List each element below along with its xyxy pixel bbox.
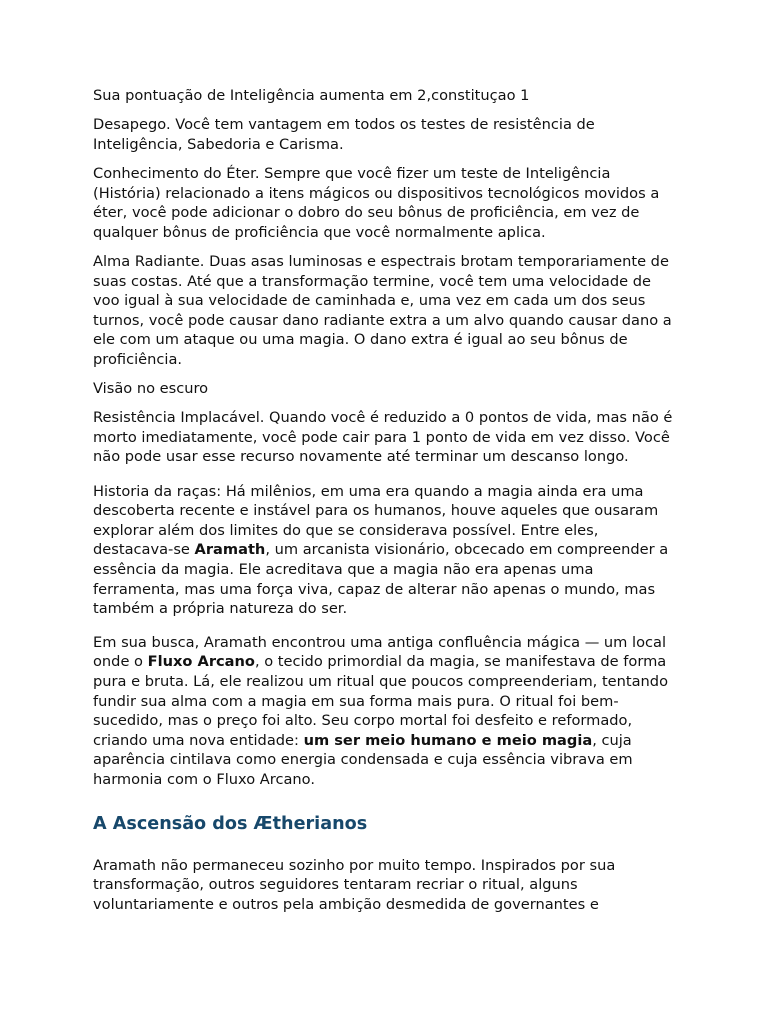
bold-meio-humano: um ser meio humano e meio magia (303, 731, 593, 749)
paragraph-busca (93, 633, 678, 790)
busca-text-3: , cuja aparência cintilava como energia condensada e cuja essência vibrava em harmonia com o Fluxo Arcano. (93, 731, 633, 788)
document-page (93, 86, 678, 914)
paragraph-visao-escuro: Visão no escuro (93, 380, 209, 398)
busca-text-2: , o tecido primordial da magia, se manifestava de forma pura e bruta. Lá, ele realizou um ritual que poucos compreenderiam, tentando fundir sua alma com a magia em sua forma mais pura. O ritual foi bem-sucedido, mas o preço foi alto. Seu corpo mortal foi desfeito e reformado, criando uma nova entidade: (93, 653, 668, 749)
paragraph-aramath-seguidores: Aramath não permaneceu sozinho por muito tempo. Inspirados por sua transformação, outros seguidores tentaram recriar o ritual, alguns voluntariamente e outros pela ambição desmedida de governantes e (93, 856, 616, 913)
bold-fluxo-arcano: Fluxo Arcano (147, 653, 255, 671)
bold-aramath: Aramath (194, 541, 266, 559)
paragraph-desapego: Desapego. Você tem vantagem em todos os testes de resistência de Inteligência, Sabedoria e Carisma. (93, 116, 595, 153)
historia-text-1: Historia da raças: Há milênios, em uma era quando a magia ainda era uma descoberta recente e instável para os humanos, houve aqueles que ousaram explorar além dos limites do que se considerava possível. Entre eles, destacava-se (93, 482, 659, 559)
paragraph-conhecimento-eter: Conhecimento do Éter. Sempre que você fizer um teste de Inteligência (História) relacionado a itens mágicos ou dispositivos tecnológicos movidos a éter, você pode adicionar o dobro do seu bônus de proficiência, em vez de qualquer bônus de proficiência que você normalmente aplica. (93, 164, 660, 241)
paragraph-historia-racas (93, 482, 678, 619)
historia-text-2: , um arcanista visionário, obcecado em compreender a essência da magia. Ele acreditava que a magia não era apenas uma ferramenta, mas uma força viva, capaz de alterar não apenas o mundo, mas também a própria natureza do ser. (93, 541, 669, 618)
paragraph-alma-radiante: Alma Radiante. Duas asas luminosas e espectrais brotam temporariamente de suas costas. Até que a transformação termine, você tem uma velocidade de voo igual à sua velocidade de caminhada e, uma vez em cada um dos seus turnos, você pode causar dano radiante extra a um alvo quando causar dano a ele com um ataque ou uma magia. O dano extra é igual ao seu bônus de proficiência. (93, 252, 672, 368)
heading-ascensao-aetherianos: A Ascensão dos Ætherianos (93, 813, 368, 834)
paragraph-resistencia-implacavel: Resistência Implacável. Quando você é reduzido a 0 pontos de vida, mas não é morto imediatamente, você pode cair para 1 ponto de vida em vez disso. Você não pode usar esse recurso novamente até terminar um descanso longo. (93, 409, 673, 466)
paragraph-intelligence-bonus: Sua pontuação de Inteligência aumenta em 2,constituçao 1 (93, 87, 530, 104)
busca-text-1: Em sua busca, Aramath encontrou uma antiga confluência mágica — um local onde o (93, 633, 667, 671)
